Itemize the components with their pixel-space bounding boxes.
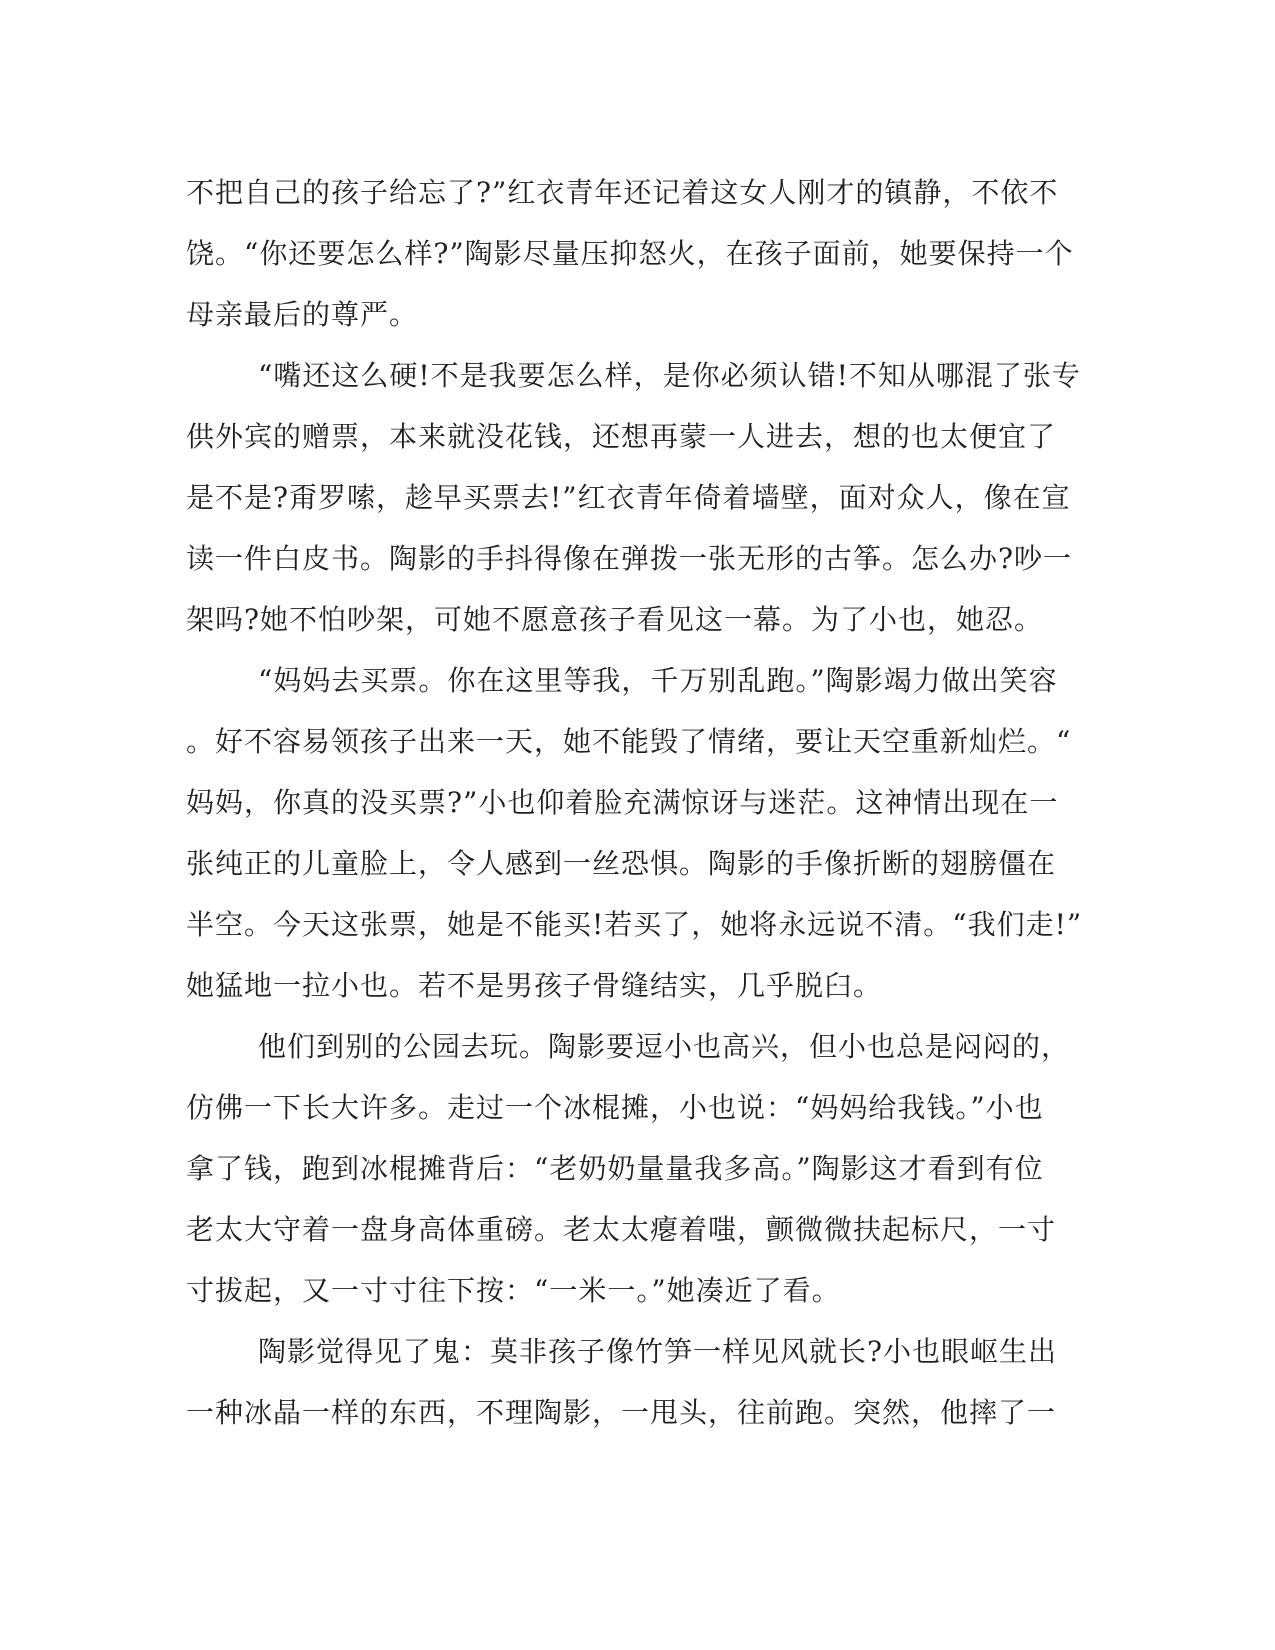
text-line: 寸拔起，又一寸寸往下按：“一米一。”她凑近了看。 (186, 1274, 841, 1307)
paragraph (186, 162, 1086, 345)
text-line: 仿佛一下长大许多。走过一个冰棍摊，小也说：“妈妈给我钱。”小也 (186, 1091, 1044, 1124)
text-line: 饶。“你还要怎么样?”陶影尽量压抑怒火，在孩子面前，她要保持一个 (186, 237, 1074, 270)
text-line: 他们到别的公园去玩。陶影要逗小也高兴，但小也总是闷闷的， (258, 1030, 1071, 1063)
paragraph (186, 345, 1086, 650)
paragraph (186, 1016, 1086, 1321)
text-line: “嘴还这么硬!不是我要怎么样，是你必须认错!不知从哪混了张专 (258, 359, 1081, 392)
text-line: 她猛地一拉小也。若不是男孩子骨缝结实，几乎脱臼。 (186, 969, 883, 1002)
text-line: 陶影觉得见了鬼：莫非孩子像竹笋一样见风就长?小也眼岖生出 (258, 1335, 1058, 1368)
paragraph (186, 650, 1086, 1016)
text-line: 。好不容易领孩子出来一天，她不能毁了情绪，要让天空重新灿烂。“ (186, 725, 1072, 758)
text-line: 老太大守着一盘身高体重磅。老太太瘪着嗤，颤微微扶起标尺，一寸 (186, 1213, 1057, 1246)
text-line: “妈妈去买票。你在这里等我，千万别乱跑。”陶影竭力做出笑容 (258, 664, 1058, 697)
text-line: 拿了钱，跑到冰棍摊背后：“老奶奶量量我多高。”陶影这才看到有位 (186, 1152, 1044, 1185)
paragraph (186, 1321, 1086, 1443)
text-line: 读一件白皮书。陶影的手抖得像在弹拨一张无形的古筝。怎么办?吵一 (186, 542, 1073, 575)
text-line: 半空。今天这张票，她是不能买!若买了，她将永远说不清。“我们走!” (186, 908, 1083, 941)
text-line: 妈妈，你真的没买票?”小也仰着脸充满惊讶与迷茫。这神情出现在一 (186, 786, 1059, 819)
text-line: 架吗?她不怕吵架，可她不愿意孩子看见这一幕。为了小也，她忍。 (186, 603, 1044, 636)
body-text (186, 162, 1086, 1443)
text-line: 一种冰晶一样的东西，不理陶影，一甩头，往前跑。突然，他摔了一 (186, 1396, 1057, 1429)
text-line: 张纯正的儿童脸上，令人感到一丝恐惧。陶影的手像折断的翅膀僵在 (186, 847, 1057, 880)
text-line: 是不是?甭罗嗦，趁早买票去!”红衣青年倚着墙壁，面对众人，像在宣 (186, 481, 1071, 514)
text-line: 母亲最后的尊严。 (186, 298, 419, 331)
text-line: 不把自己的孩子给忘了?”红衣青年还记着这女人刚才的镇静，不依不 (186, 176, 1059, 209)
text-line: 供外宾的赠票，本来就没花钱，还想再蒙一人进去，想的也太便宜了 (186, 420, 1057, 453)
